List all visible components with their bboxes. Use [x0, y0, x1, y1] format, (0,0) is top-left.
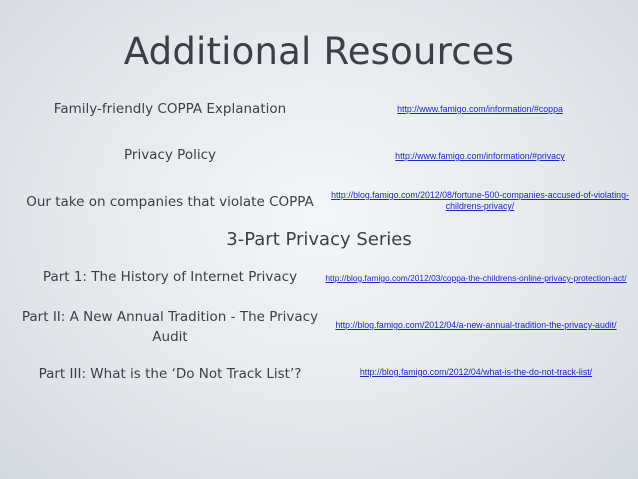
resource-link-coppa[interactable]: http://www.famigo.com/information/#coppa: [397, 104, 563, 114]
series-link-part-2[interactable]: http://blog.famigo.com/2012/04/a-new-annual-tradition-the-privacy-audit/: [335, 320, 617, 330]
resource-link-violators[interactable]: http://blog.famigo.com/2012/08/fortune-500-companies-accused-of-violating-childrens-privacy/: [331, 190, 629, 211]
series-label-part-2: Part II: A New Annual Tradition - The Privacy Audit: [21, 309, 319, 345]
series-link-part-1[interactable]: http://blog.famigo.com/2012/03/coppa-the-childrens-online-privacy-protection-act/: [325, 273, 627, 283]
resource-label-coppa: Family-friendly COPPA Explanation: [53, 101, 287, 117]
slide-title: Additional Resources: [123, 30, 515, 73]
series-heading: 3-Part Privacy Series: [226, 229, 412, 250]
resource-link-privacy-policy[interactable]: http://www.famigo.com/information/#privacy: [395, 151, 565, 161]
resource-label-violators: Our take on companies that violate COPPA: [26, 194, 314, 210]
series-label-part-1: Part 1: The History of Internet Privacy: [42, 269, 298, 285]
resource-label-privacy-policy: Privacy Policy: [123, 147, 216, 163]
series-label-part-3: Part III: What is the ‘Do Not Track List’?: [38, 366, 302, 382]
series-link-part-3[interactable]: http://blog.famigo.com/2012/04/what-is-the-do-not-track-list/: [359, 367, 593, 377]
